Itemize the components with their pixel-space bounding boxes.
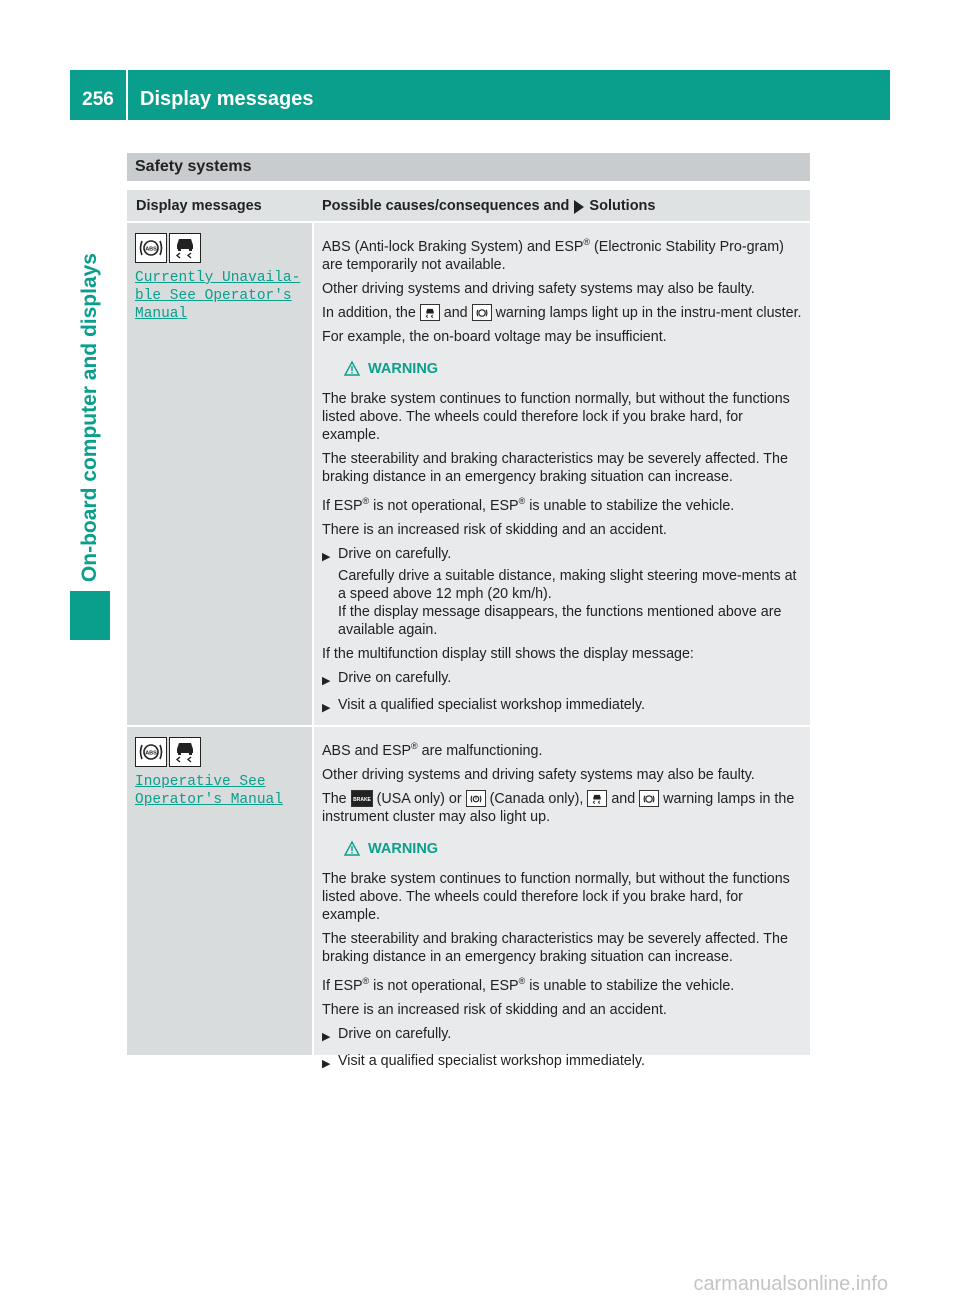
cause-text: ABS and ESP® are malfunctioning.: [322, 741, 543, 759]
abs-icon: [639, 790, 659, 807]
step-arrow-icon: ▶: [322, 550, 331, 563]
col-header-causes-text: Possible causes/consequences and: [322, 198, 570, 214]
col-header-causes: [314, 190, 810, 221]
cause-text: Other driving systems and driving safety systems may also be faulty.: [322, 280, 755, 297]
message-icons: [135, 737, 312, 767]
display-message-cell: [127, 223, 312, 725]
step-arrow-icon: ▶: [322, 1057, 331, 1070]
warning-text: The brake system continues to function normally, but without the functions listed above. The wheels could therefore lock if you brake hard, for example.: [322, 870, 790, 923]
warning-text: There is an increased risk of skidding and an accident.: [322, 1001, 667, 1018]
esp-skid-icon: [169, 737, 201, 767]
warning-text: The brake system continues to function normally, but without the functions listed above. The wheels could therefore lock if you brake hard, for example.: [322, 390, 790, 443]
table-row: [127, 727, 810, 1070]
table-header: [127, 190, 810, 221]
abs-icon: [472, 304, 492, 321]
cause-text: ABS (Anti-lock Braking System) and ESP® (Electronic Stability Pro-gram) are temporarily not available.: [322, 237, 784, 273]
display-message-text: Currently Unavaila‐ ble See Operator's Manual: [135, 270, 301, 322]
message-icons: [135, 233, 312, 263]
table-row: [127, 223, 810, 725]
warning-heading: [344, 840, 804, 858]
warning-text: If ESP® is not operational, ESP® is unable to stabilize the vehicle.: [322, 495, 735, 514]
svg-text:BRAKE: BRAKE: [352, 796, 371, 803]
solution-arrow-icon: [573, 200, 585, 214]
cause-text: If the multifunction display still shows the display message:: [322, 645, 694, 662]
warning-text: The steerability and braking characteristics may be severely affected. The braking distance in an emergency braking situation can increase.: [322, 930, 788, 965]
causes-solutions-cell: [314, 727, 810, 1070]
cause-text: Other driving systems and driving safety systems may also be faulty.: [322, 766, 755, 783]
svg-text:ABS: ABS: [145, 246, 157, 253]
warning-text: If ESP® is not operational, ESP® is unable to stabilize the vehicle.: [322, 975, 735, 994]
warning-triangle-icon: [344, 361, 360, 376]
brake-icon: [351, 790, 373, 807]
side-tab-label: On-board computer and displays: [78, 252, 101, 582]
solution-step: ▶ Visit a qualified specialist workshop immediately.: [322, 696, 804, 717]
warning-label: WARNING: [368, 840, 439, 857]
cause-text: The BRAKE (USA only) or (Canada only), and warning lamps in the instrument cluster may also light up.: [322, 790, 795, 825]
step-arrow-icon: ▶: [322, 701, 331, 714]
esp-skid-icon: [587, 790, 607, 807]
brake-circle-icon: [466, 790, 486, 807]
svg-text:ABS: ABS: [145, 750, 157, 757]
esp-skid-icon: [420, 304, 440, 321]
causes-solutions-cell: [314, 223, 810, 725]
col-header-messages: Display messages: [136, 198, 262, 214]
page-number: 256: [82, 89, 114, 110]
display-message-text: Inoperative See Operator's Manual: [135, 774, 283, 808]
step-arrow-icon: ▶: [322, 1030, 331, 1043]
watermark: carmanualsonline.info: [693, 1273, 888, 1295]
display-messages-table: [127, 190, 810, 1070]
cause-text: For example, the on-board voltage may be insufficient.: [322, 328, 667, 345]
col-header-solutions-text: Solutions: [589, 198, 656, 214]
solution-step: ▶ Drive on carefully.: [322, 1025, 804, 1046]
solution-step: ▶ Visit a qualified specialist workshop immediately.: [322, 1052, 804, 1073]
solution-step: ▶ Drive on carefully. Carefully drive a suitable distance, making slight steering move-ments at a speed above 12 mph (20 km/h). If the display message disappears, the functions mentioned above are available again.: [322, 545, 797, 638]
abs-icon: [135, 737, 167, 767]
section-heading: Safety systems: [127, 153, 810, 181]
warning-triangle-icon: [344, 841, 360, 856]
esp-skid-icon: [169, 233, 201, 263]
solution-step: ▶ Drive on carefully.: [322, 669, 804, 690]
abs-icon: [135, 233, 167, 263]
cause-text: In addition, the and warning lamps light up in the instru-ment cluster.: [322, 304, 802, 321]
side-tab: [70, 120, 110, 582]
step-arrow-icon: ▶: [322, 674, 331, 687]
page-header: [70, 70, 890, 120]
warning-text: There is an increased risk of skidding and an accident.: [322, 521, 667, 538]
warning-heading: [344, 360, 804, 378]
warning-label: WARNING: [368, 360, 439, 377]
display-message-cell: [127, 727, 312, 1055]
side-tab-marker: [70, 591, 110, 640]
page-title: Display messages: [140, 87, 314, 110]
warning-text: The steerability and braking characteristics may be severely affected. The braking distance in an emergency braking situation can increase.: [322, 450, 788, 485]
